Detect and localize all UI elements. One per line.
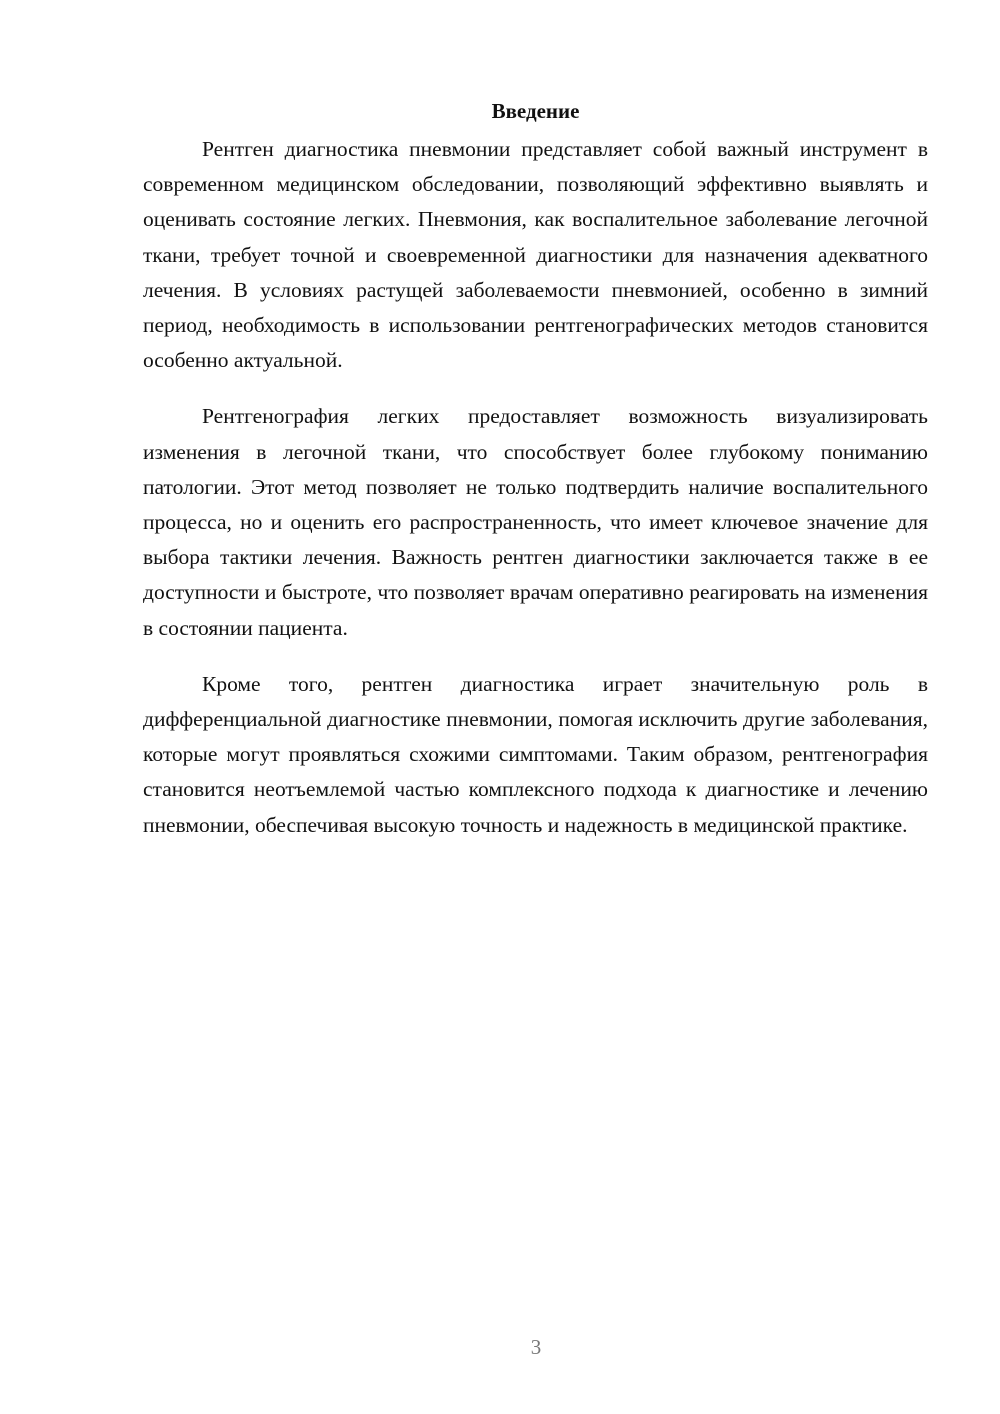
page-content bbox=[143, 97, 928, 864]
section-heading: Введение bbox=[491, 99, 580, 123]
page-number: 3 bbox=[530, 1335, 542, 1359]
paragraph-1: Рентген диагностика пневмонии представляет собой важный инструмент в современном медицинском обследовании, позволяющий эффективно выявлять и оценивать состояние легких. Пневмония, как воспалительное заболевание легочной ткани, требует точной и своевременной диагностики для назначения адекватного лечения. В условиях растущей заболеваемости пневмонией, особенно в зимний период, необходимость в использовании рентгенографических методов становится особенно актуальной. bbox=[143, 137, 928, 373]
paragraph-2: Рентгенография легких предоставляет возможность визуализировать изменения в легочной ткани, что способствует более глубокому пониманию патологии. Этот метод позволяет не только подтвердить наличие воспалительного процесса, но и оценить его распространенность, что имеет ключевое значение для выбора тактики лечения. Важность рентген диагностики заключается также в ее доступности и быстроте, что позволяет врачам оперативно реагировать на изменения в состоянии пациента. bbox=[143, 404, 928, 640]
paragraph-3: Кроме того, рентген диагностика играет значительную роль в дифференциальной диагностике пневмонии, помогая исключить другие заболевания, которые могут проявляться схожими симптомами. Таким образом, рентгенография становится неотъемлемой частью комплексного подхода к диагностике и лечению пневмонии, обеспечивая высокую точность и надежность в медицинской практике. bbox=[143, 671, 928, 837]
